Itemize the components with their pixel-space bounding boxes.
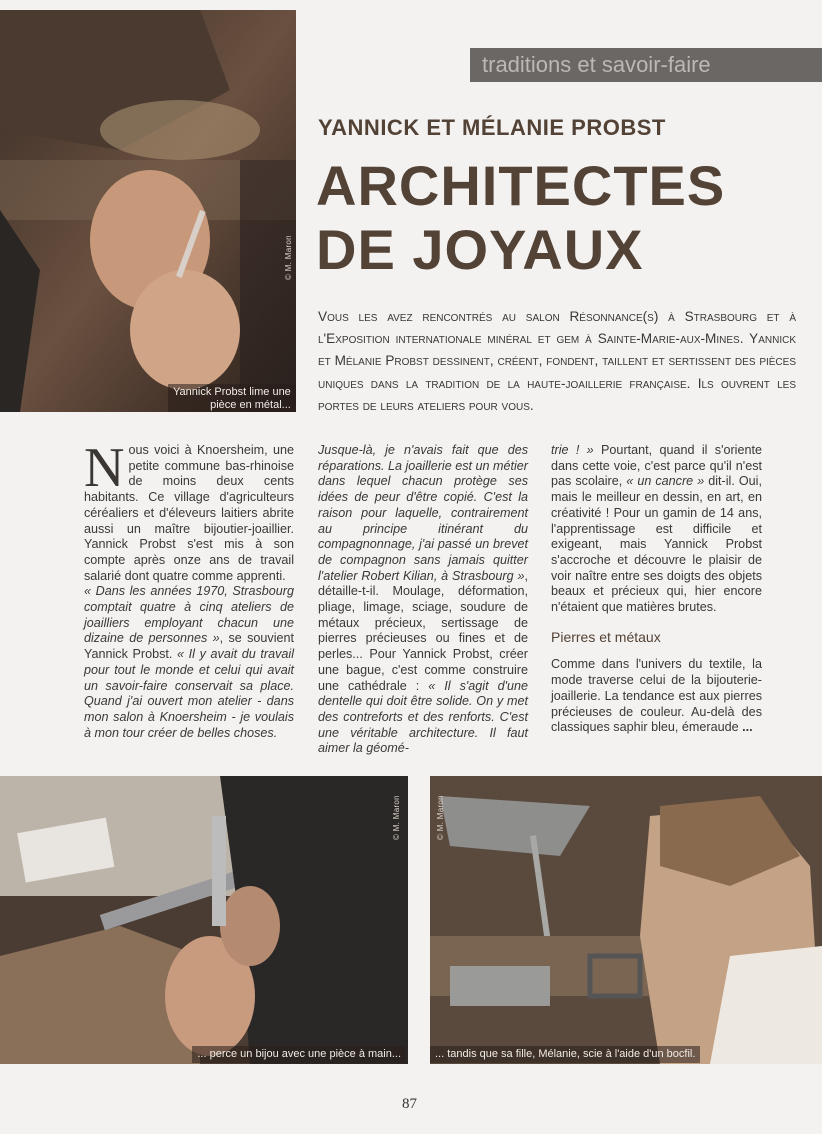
quote: trie ! »	[551, 443, 594, 457]
photo-credit: © M. Maron	[436, 795, 445, 840]
section-heading: Pierres et métaux	[551, 628, 661, 645]
photo-caption: ... tandis que sa fille, Mélanie, scie à l'aide d'un bocfil.	[430, 1046, 700, 1063]
photo-daughter-sawing	[430, 776, 822, 1064]
paragraph-text: , détaille-t-il. Moulage, déformation, pliage, limage, sciage, soudure de métaux précieux, sertissage de pierres précieuses ou fines et de perles... Pour Yannick Probst, créer une bague, c'est comme construire une cathédrale :	[318, 568, 528, 693]
paragraph-text: Comme dans l'univers du textile, la mode traverse celui de la bijouterie-joaillerie. La tendance est aux pierres précieuses de couleur. Au-delà des classiques saphir bleu, émeraude	[551, 657, 762, 735]
quote: « un cancre »	[626, 474, 705, 489]
quote: Jusque-là, je n'avais fait que des réparations. La joaillerie est un métier dans lequel chacun protège ses idées de peur d'être copié. C'est la raison pour laquelle, contrairement au principe itinérant du compagnonnage, j'ai passé un brevet de compagnon sans jamais quitter l'atelier Robert Kilian, à Strasbourg »	[318, 443, 529, 583]
paragraph	[84, 437, 294, 584]
article-title	[316, 154, 725, 282]
photo-daughter-sawing-image	[430, 776, 822, 1064]
continuation-mark: ...	[742, 720, 753, 735]
quote: « Il y avait du travail pour tout le monde et celui qui avait un savoir-faire conservait sa place. Quand j'ai ouvert mon atelier - dans mon salon à Knoersheim - je voulais à mon tour créer de belles choses.	[84, 647, 294, 740]
paragraph-text: ous voici à Knoersheim, une petite commune bas-rhinoise de moins deux cents habitants. Ce village d'agriculteurs céréaliers et d'éleveurs laitiers abrite aussi un maître bijoutier-joaillier. Yannick Probst s'est mis à son compte après onze ans de travail salarié dont quatre comme apprenti.	[84, 443, 294, 583]
body-column-3	[551, 443, 762, 736]
title-line: DE JOYAUX	[316, 218, 644, 281]
paragraph	[318, 443, 528, 757]
caption-line: pièce en métal...	[210, 399, 291, 411]
section-banner: traditions et savoir-faire	[470, 48, 822, 82]
drop-cap: N	[84, 437, 125, 499]
paragraph-text: Pourtant, quand il s'oriente dans cette voie, c'est parce qu'il n'est pas scolaire,	[551, 443, 762, 489]
quote: « Il s'agit d'une dentelle qui doit être solide. On y met des contreforts et des renforts. C'est une véritable architecture. Il faut aimer la géomé-	[318, 678, 528, 756]
body-column-1	[84, 437, 294, 741]
caption-line: Yannick Probst lime une	[173, 386, 291, 398]
quote: « Dans les années 1970, Strasbourg comptait quatre à cinq ateliers de joailliers employant chacun une dizaine de personnes »	[84, 584, 294, 646]
article-lead: Vous les avez rencontrés au salon Résonnance(s) à Strasbourg et à l'Exposition internationale minéral et gem à Sainte-Marie-aux-Mines. Yannick et Mélanie Probst dessinent, créent, fondent, taillent et sertissent des pièces uniques dans la tradition de la haute-joaillerie française. Ils ouvrent les portes de leurs ateliers pour vous.	[318, 309, 796, 413]
page-number: 87	[402, 1096, 417, 1112]
paragraph	[551, 443, 762, 616]
paragraph-text: dit-il. Oui, mais le meilleur en dessin, en art, en créativité ! Pour un gamin de 14 ans, l'apprentissage est difficile et exigeant, mais Yannick Probst s'accroche et découvre le plaisir de voir naître entre ses doigts des objets beaux et précieux qui, hier encore n'étaient que matières brutes.	[551, 474, 762, 615]
photo-credit: © M. Maron	[392, 795, 401, 840]
photo-caption	[168, 384, 296, 412]
photo-jeweler-filing-image	[0, 10, 296, 412]
photo-credit: © M. Maron	[284, 235, 293, 280]
photo-jeweler-drilling	[0, 776, 408, 1064]
body-column-2	[318, 443, 528, 757]
paragraph	[551, 657, 762, 736]
photo-jeweler-drilling-image	[0, 776, 408, 1064]
paragraph-text: , se souvient Yannick Probst.	[84, 631, 294, 662]
paragraph	[84, 584, 294, 741]
photo-caption: ... perce un bijou avec une pièce à main...	[192, 1046, 406, 1063]
title-line: ARCHITECTES	[316, 154, 726, 217]
photo-jeweler-filing	[0, 10, 296, 412]
article-subtitle: YANNICK ET MÉLANIE PROBST	[318, 115, 666, 140]
